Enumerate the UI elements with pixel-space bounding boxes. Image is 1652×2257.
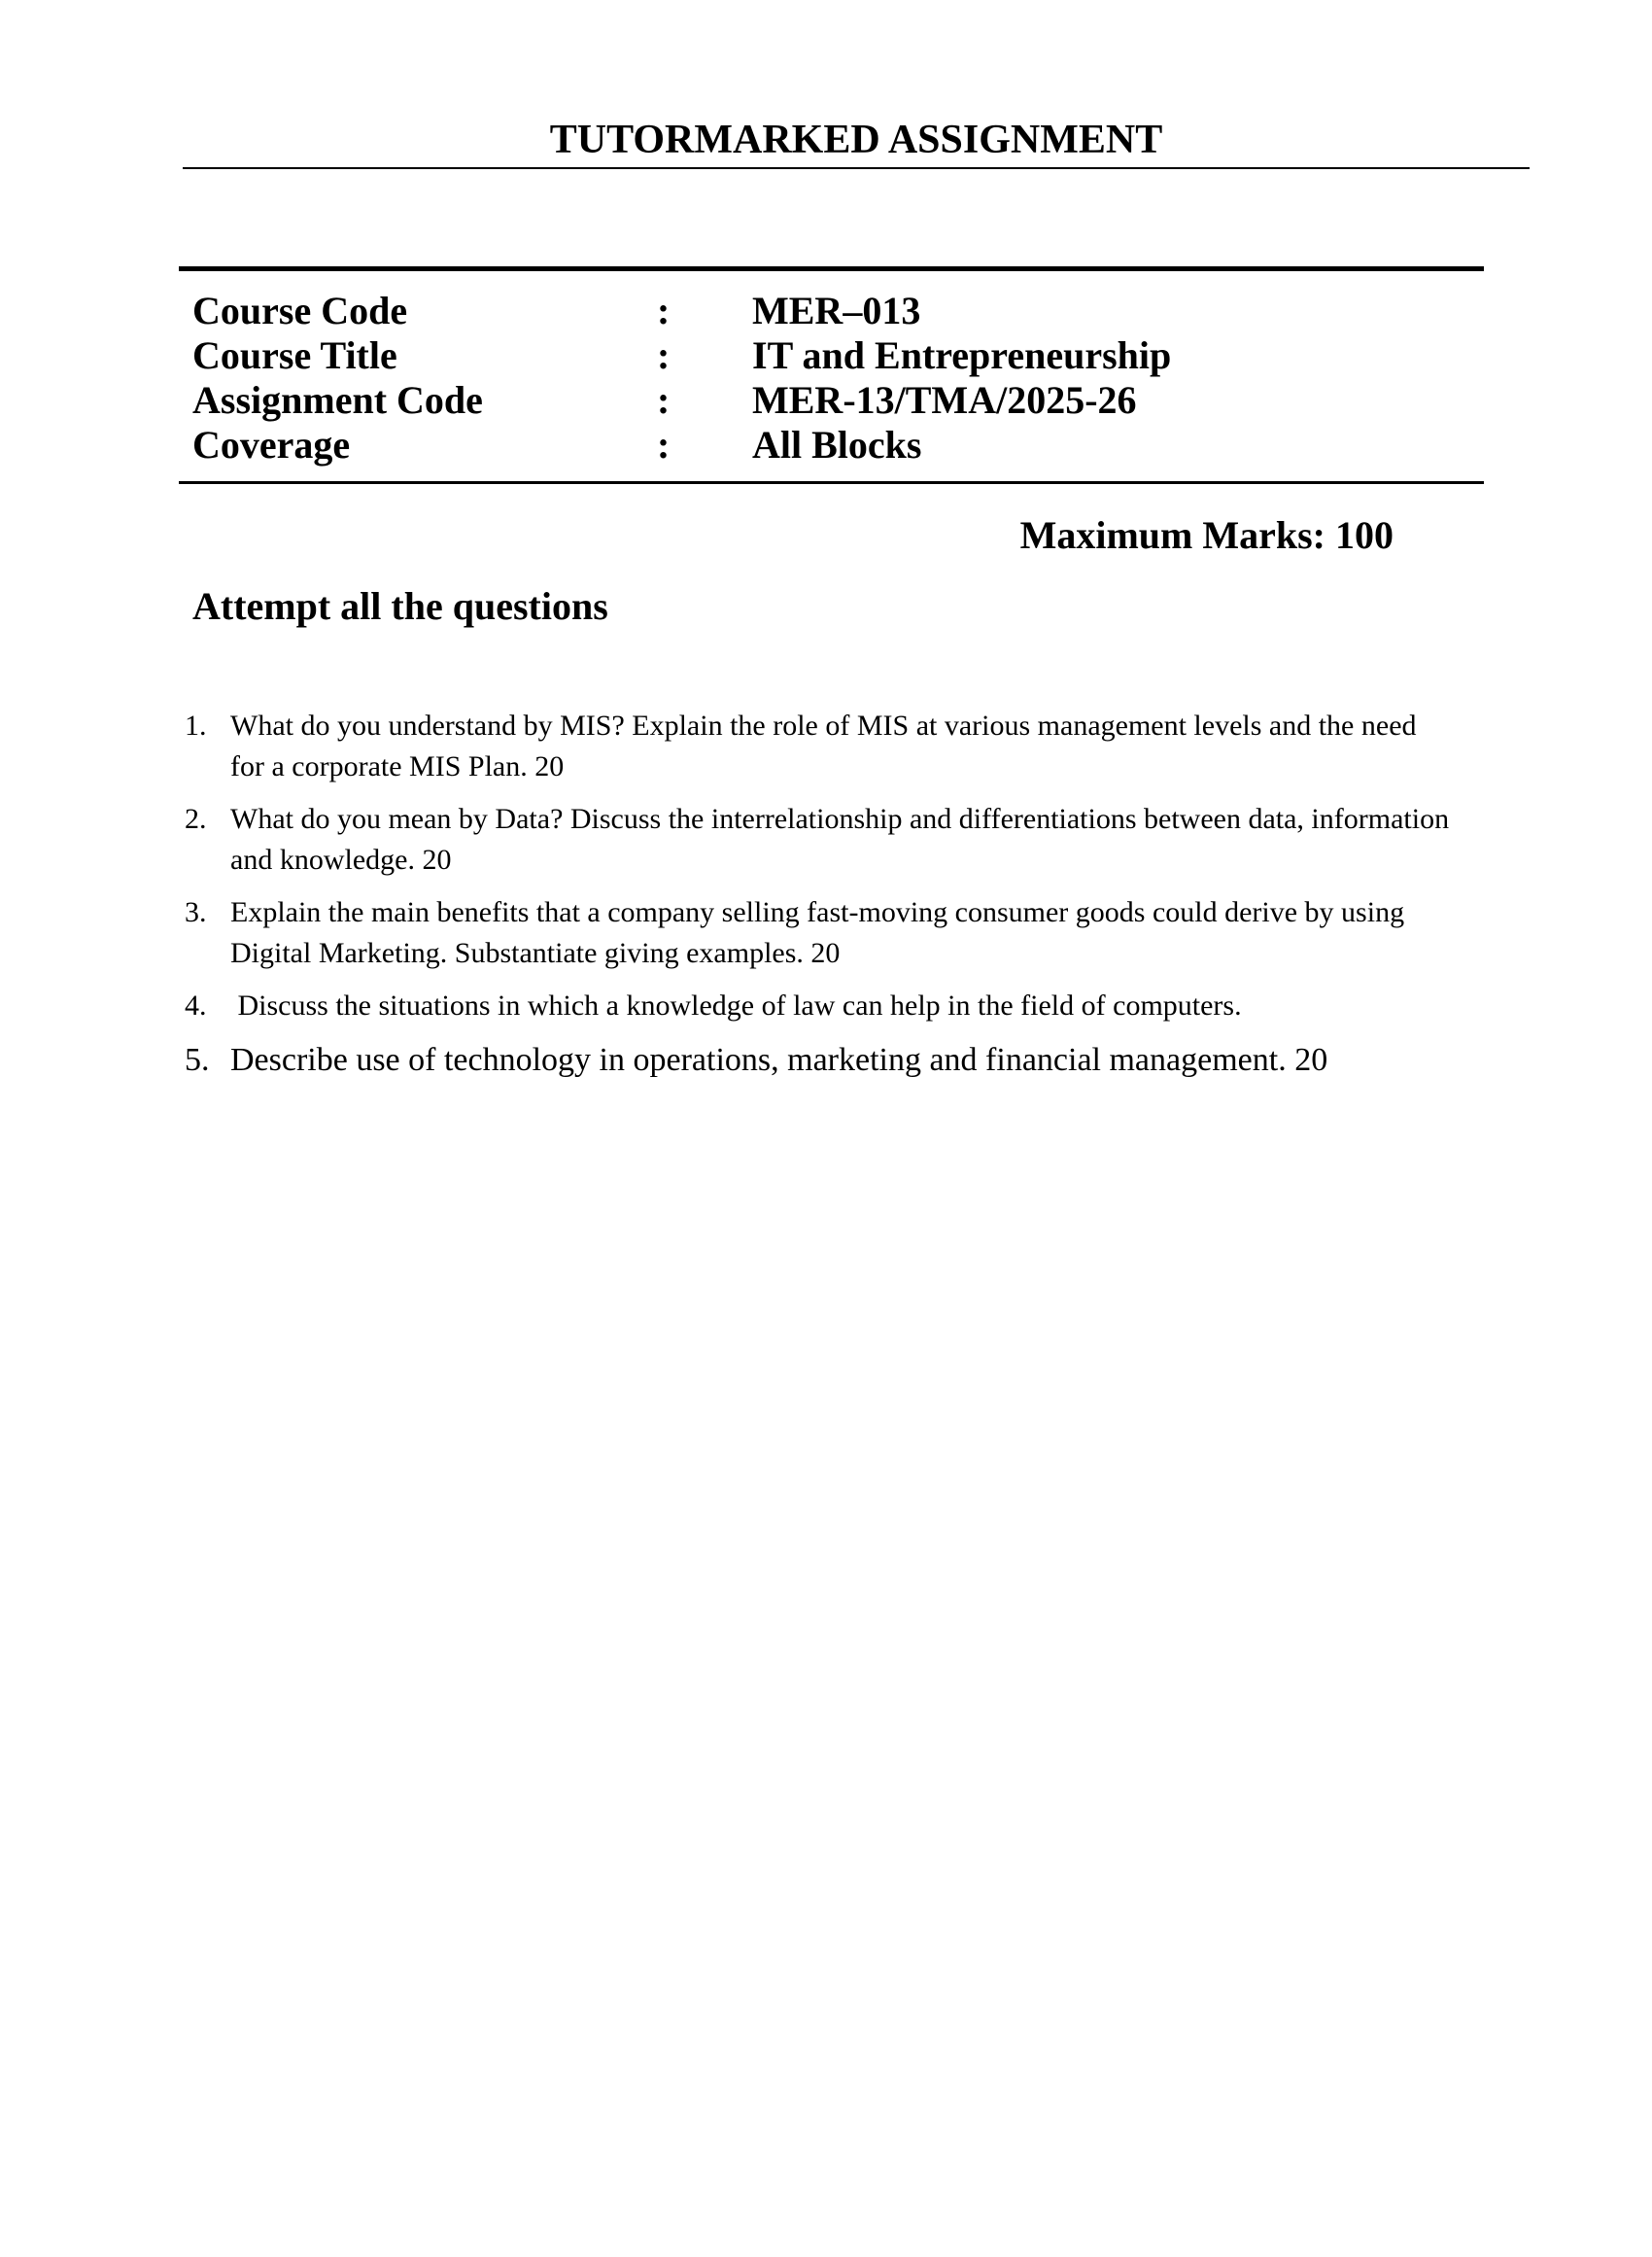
course-colon: : xyxy=(657,423,671,467)
course-info-row xyxy=(179,378,1484,423)
course-value: MER-13/TMA/2025-26 xyxy=(752,378,1137,422)
course-value: IT and Entrepreneurship xyxy=(752,333,1172,377)
course-label: Assignment Code xyxy=(192,378,483,422)
question-text: Discuss the situations in which a knowledge of law can help in the field of computers. xyxy=(230,990,1242,1022)
course-label: Coverage xyxy=(192,423,351,467)
question-text: Explain the main benefits that a company selling fast-moving consumer goods could derive by using Digital Marketing. Substantiate giving examples. 20 xyxy=(230,896,1412,969)
instruction-heading: Attempt all the questions xyxy=(192,584,608,628)
question-item xyxy=(185,706,1452,787)
course-info-row xyxy=(179,333,1484,378)
course-colon: : xyxy=(657,378,671,422)
question-text: What do you mean by Data? Discuss the interrelationship and differentiations between data, information and knowledge. 20 xyxy=(230,803,1457,876)
question-number: 5. xyxy=(185,1042,210,1078)
question-number: 4. xyxy=(185,990,207,1022)
course-info-table xyxy=(179,266,1484,484)
question-number: 1. xyxy=(185,710,207,742)
question-number: 3. xyxy=(185,896,207,928)
title-divider xyxy=(183,119,1530,169)
question-item xyxy=(185,799,1457,881)
course-colon: : xyxy=(657,333,671,377)
course-label: Course Title xyxy=(192,333,397,377)
question-item xyxy=(185,892,1452,974)
questions-list xyxy=(0,706,1652,1083)
question-item xyxy=(185,986,1452,1026)
course-info-row xyxy=(179,423,1484,468)
course-value: All Blocks xyxy=(752,423,922,467)
course-label: Course Code xyxy=(192,289,408,332)
question-text: What do you understand by MIS? Explain the role of MIS at various management levels and the need for a corporate MIS Plan. 20 xyxy=(230,710,1425,782)
assignment-document-page xyxy=(0,119,1652,2257)
course-colon: : xyxy=(657,289,671,332)
question-text: Describe use of technology in operations, marketing and financial management. 20 xyxy=(230,1042,1328,1078)
question-item xyxy=(185,1038,1452,1083)
course-value: MER–013 xyxy=(752,289,921,332)
course-info-row xyxy=(179,289,1484,333)
page-title: TUTORMARKED ASSIGNMENT xyxy=(549,118,1163,162)
maximum-marks: Maximum Marks: 100 xyxy=(1019,513,1394,557)
question-number: 2. xyxy=(185,803,207,835)
